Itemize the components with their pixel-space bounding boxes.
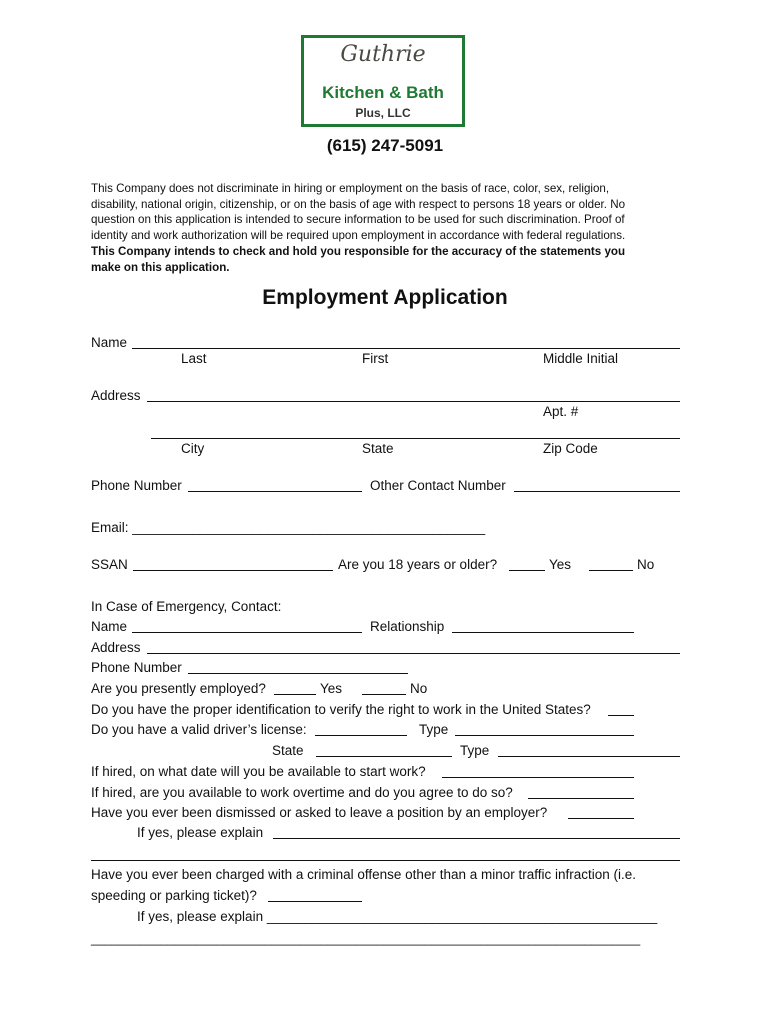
start-date-field[interactable] — [442, 777, 634, 778]
name-field[interactable] — [132, 348, 680, 349]
page-title: Employment Application — [262, 286, 508, 309]
email-label[interactable]: Email: _______________________________________________ — [91, 520, 486, 535]
overtime-field[interactable] — [528, 798, 634, 799]
employed-question: Are you presently employed? — [91, 681, 266, 696]
license-type2-field[interactable] — [498, 756, 680, 757]
age-no-label: No — [637, 557, 655, 572]
disclaimer-line: question on this application is intended to secure information to be used for such discrimination. Proof of — [91, 213, 625, 227]
phone-number-field[interactable] — [188, 491, 362, 492]
id-answer-field[interactable] — [608, 715, 634, 716]
dismissed-explain-field[interactable] — [273, 838, 680, 839]
other-contact-label: Other Contact Number — [370, 478, 506, 493]
license-type-field[interactable] — [455, 735, 634, 736]
logo-sub-text: Plus, LLC — [355, 106, 411, 120]
age-yes-field[interactable] — [509, 570, 545, 571]
license-type-label: Type — [419, 722, 449, 737]
emergency-name-label: Name — [91, 619, 128, 634]
apt-label: Apt. # — [543, 404, 579, 419]
disclaimer — [91, 181, 681, 275]
age-question: Are you 18 years or older? — [338, 557, 498, 572]
license-answer-field[interactable] — [315, 735, 407, 736]
employed-yes-label: Yes — [320, 681, 343, 696]
license-state-label: State — [272, 743, 304, 758]
emergency-phone-label: Phone Number — [91, 660, 182, 675]
age-no-field[interactable] — [589, 570, 633, 571]
disclaimer-line: This Company does not discriminate in hiring or employment on the basis of race, color, sex, religion, — [91, 182, 610, 195]
overtime-question: If hired, are you available to work overtime and do you agree to do so? — [91, 785, 513, 800]
emergency-heading: In Case of Emergency, Contact: — [91, 599, 282, 614]
address-field[interactable] — [147, 401, 680, 402]
disclaimer-bold-line: This Company intends to check and hold you responsible for the accuracy of the statements you — [91, 244, 626, 258]
phone-number-label: Phone Number — [91, 478, 182, 493]
emergency-name-field[interactable] — [132, 632, 362, 633]
zip-label: Zip Code — [543, 441, 598, 456]
employed-yes-field[interactable] — [274, 694, 316, 695]
emergency-phone-field[interactable] — [188, 673, 408, 674]
criminal-question-cont: speeding or parking ticket)? — [91, 888, 257, 903]
criminal-explain-label[interactable]: If yes, please explain ____________________________________________________ — [137, 909, 658, 924]
dismissed-explain-label: If yes, please explain — [137, 825, 264, 840]
company-phone: (615) 247-5091 — [326, 136, 444, 155]
license-type2-label: Type — [460, 743, 490, 758]
middle-initial-label: Middle Initial — [543, 351, 619, 366]
emergency-address-label: Address — [91, 640, 141, 655]
name-label: Name — [91, 335, 128, 350]
company-logo — [301, 35, 465, 127]
relationship-label: Relationship — [370, 619, 445, 634]
logo-script-text: Guthrie — [340, 42, 426, 67]
logo-name-text: Kitchen & Bath — [322, 83, 444, 102]
disclaimer-bold-line: make on this application. — [91, 260, 230, 274]
start-date-question: If hired, on what date will you be available to start work? — [91, 764, 426, 779]
license-state-field[interactable] — [316, 756, 452, 757]
relationship-field[interactable] — [452, 632, 634, 633]
criminal-question: Have you ever been charged with a criminal offense other than a minor traffic infraction (i.e. — [91, 867, 637, 882]
ssan-label: SSAN — [91, 557, 128, 572]
emergency-address-field[interactable] — [147, 653, 680, 654]
license-question: Do you have a valid driver’s license: — [91, 722, 307, 737]
criminal-explain-line[interactable]: _______________________________________________________________________________ — [91, 932, 641, 946]
last-label: Last — [181, 351, 207, 366]
employed-no-label: No — [410, 681, 428, 696]
other-contact-field[interactable] — [514, 491, 680, 492]
criminal-answer-field[interactable] — [268, 901, 362, 902]
state-label: State — [362, 441, 394, 456]
dismissed-field[interactable] — [568, 818, 634, 819]
age-yes-label: Yes — [549, 557, 572, 572]
address-label: Address — [91, 388, 141, 403]
id-question: Do you have the proper identification to verify the right to work in the United States? — [91, 702, 591, 717]
employed-no-field[interactable] — [362, 694, 406, 695]
dismissed-question: Have you ever been dismissed or asked to leave a position by an employer? — [91, 805, 548, 820]
city-state-zip-field[interactable] — [151, 438, 680, 439]
ssan-field[interactable] — [133, 570, 333, 571]
disclaimer-line: identity and work authorization will be required upon employment in accordance with federal regulations. — [91, 229, 626, 243]
disclaimer-line: disability, national origin, citizenship, or on the basis of age with respect to persons 18 years or older. No — [91, 197, 626, 211]
first-label: First — [362, 351, 389, 366]
city-label: City — [181, 441, 205, 456]
dismissed-explain-field-2[interactable] — [91, 860, 680, 861]
